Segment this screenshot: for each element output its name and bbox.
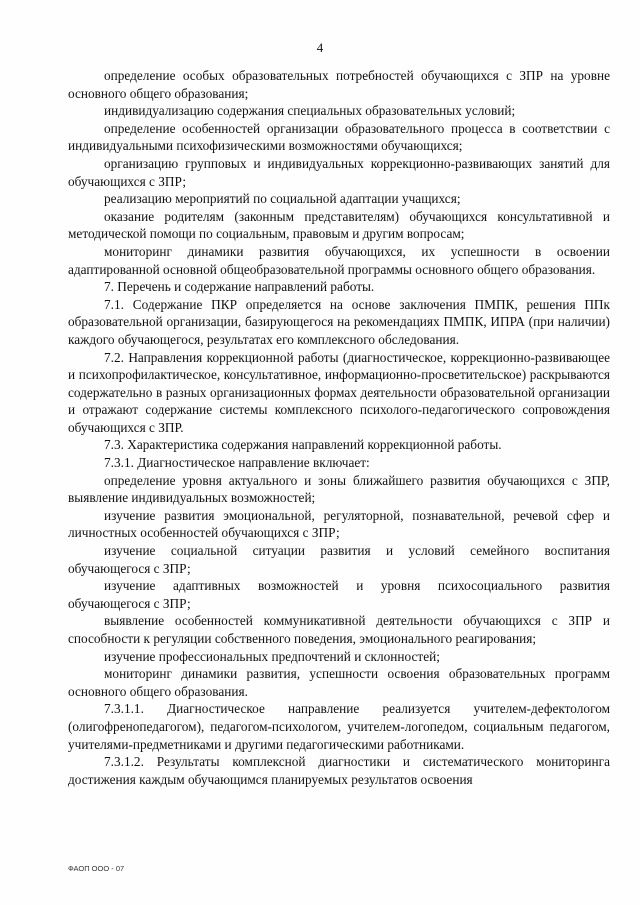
paragraph: 7.3. Характеристика содержания направлений коррекционной работы. [104,437,502,453]
paragraph: определение особых образовательных потребностей обучающихся с ЗПР на уровне основного общего образования; [68,68,610,101]
paragraph: изучение социальной ситуации развития и условий семейного воспитания обучающегося с ЗПР; [68,543,610,576]
footer-code: ФАОП ООО - 07 [68,864,125,873]
section-heading: 7. Перечень и содержание направлений работы. [104,279,375,295]
document-body [68,67,610,788]
paragraph: 7.2. Направления коррекционной работы (диагностическое, коррекционно-развивающее и психопрофилактическое, консультативное, информационно-просветительское) раскрываются содержательно в разных организационных формах деятельности образовательной организации и отражают содержание системы комплексного психолого-педагогического сопровождения обучающихся с ЗПР. [68,349,610,435]
paragraph: выявление особенностей коммуникативной деятельности обучающихся с ЗПР и способности к регуляции собственного поведения, эмоционального реагирования; [68,613,610,646]
paragraph: оказание родителям (законным представителям) обучающихся консультативной и методической помощи по социальным, правовым и другим вопросам; [68,208,610,242]
paragraph: изучение адаптивных возможностей и уровня психосоциального развития обучающегося с ЗПР; [68,578,610,611]
paragraph: определение уровня актуального и зоны ближайшего развития обучающихся с ЗПР, выявление индивидуальных возможностей; [68,472,610,506]
paragraph: 7.3.1.1. Диагностическое направление реализуется учителем-дефектологом (олигофренопедагогом), педагогом-психологом, учителем-логопедом, социальным педагогом, учителями-предметниками и другими педагогическими работниками. [68,701,610,752]
paragraph: 7.1. Содержание ПКР определяется на основе заключения ПМПК, решения ППк образовательной организации, базирующегося на рекомендациях ПМПК, ИПРА (при наличии) каждого обучающегося, результатах его комплексного обследования. [68,296,610,347]
paragraph: мониторинг динамики развития обучающихся, их успешности в освоении адаптированной основной общеобразовательной программы основного общего образования. [68,243,610,277]
paragraph: определение особенностей организации образовательного процесса в соответствии с индивидуальными психофизическими возможностями обучающихся; [68,120,610,154]
paragraph: 7.3.1. Диагностическое направление включает: [104,455,370,471]
paragraph: изучение развития эмоциональной, регуляторной, познавательной, речевой сфер и личностных особенностей обучающихся с ЗПР; [68,507,610,541]
paragraph: мониторинг динамики развития, успешности освоения образовательных программ основного общего образования. [68,666,610,699]
paragraph: 7.3.1.2. Результаты комплексной диагностики и систематического мониторинга достижения каждым обучающимся планируемых результатов освоения [68,754,610,787]
paragraph: реализацию мероприятий по социальной адаптации учащихся; [104,191,461,207]
paragraph: организацию групповых и индивидуальных коррекционно-развивающих занятий для обучающихся с ЗПР; [68,155,610,189]
paragraph: индивидуализацию содержания специальных образовательных условий; [104,103,516,119]
page-number: 4 [316,40,324,55]
paragraph: изучение профессиональных предпочтений и склонностей; [104,648,440,664]
